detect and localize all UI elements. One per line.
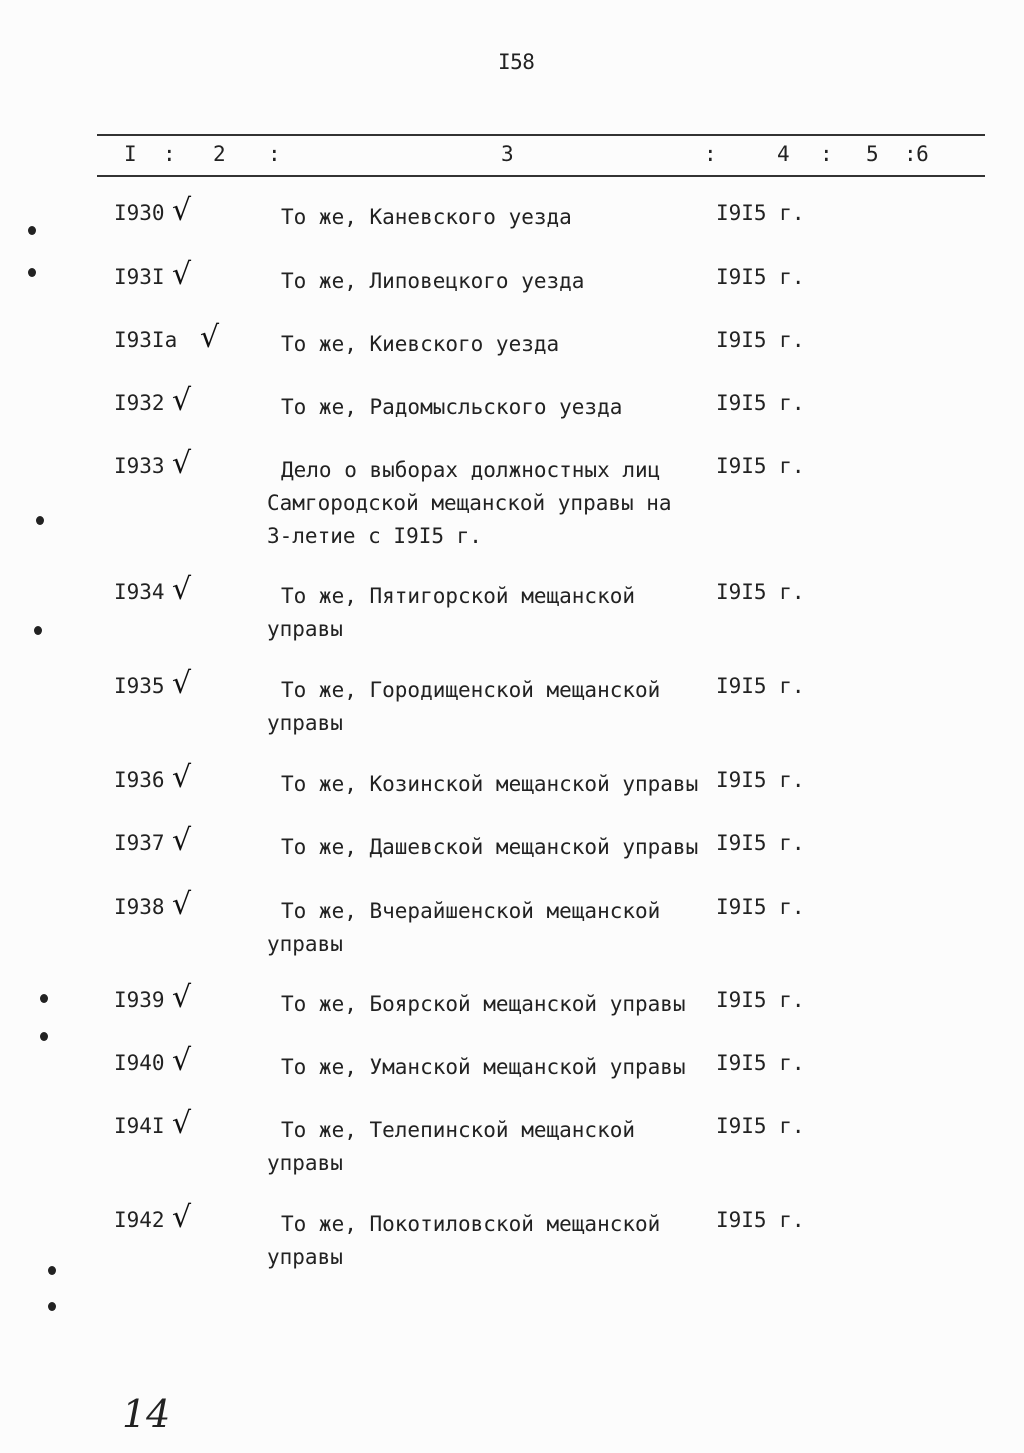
check-mark-icon: √	[172, 760, 192, 795]
item-year: I9I5 г.	[716, 1114, 805, 1138]
item-year: I9I5 г.	[716, 895, 805, 919]
item-year: I9I5 г.	[716, 201, 805, 225]
header-top-rule	[97, 134, 985, 136]
item-description: То же, Радомысльского уезда	[281, 395, 623, 419]
col-sep: :	[704, 142, 717, 166]
item-year: I9I5 г.	[716, 988, 805, 1012]
check-mark-icon: √	[172, 1106, 192, 1141]
item-description: То же, Пятигорской мещанской управы	[267, 584, 636, 641]
item-year: I9I5 г.	[716, 328, 805, 352]
item-year: I9I5 г.	[716, 831, 805, 855]
item-description: Дело о выборах должностных лиц Самгородской мещанской управы на 3-летие с I9I5 г.	[267, 458, 672, 548]
item-description: То же, Каневского уезда	[281, 205, 572, 229]
check-mark-icon: √	[172, 193, 192, 228]
check-mark-icon: √	[172, 823, 192, 858]
item-description: То же, Городищенской мещанской управы	[267, 678, 661, 735]
check-mark-icon: √	[172, 887, 192, 922]
item-number: I933	[114, 454, 165, 478]
item-number: I938	[114, 895, 165, 919]
col-5: 5	[866, 142, 879, 166]
item-description: То же, Липовецкого уезда	[281, 269, 585, 293]
item-number: I93I	[114, 265, 165, 289]
item-number: I942	[114, 1208, 165, 1232]
punch-hole-mark	[40, 994, 48, 1003]
item-number: I934	[114, 580, 165, 604]
item-number: I939	[114, 988, 165, 1012]
table-row	[0, 1200, 1024, 1328]
item-description: То же, Боярской мещанской управы	[281, 992, 686, 1016]
punch-hole-mark	[48, 1302, 56, 1311]
punch-hole-mark	[40, 1032, 48, 1041]
col-sep: :	[268, 142, 281, 166]
col-6: :6	[904, 142, 929, 166]
item-description: То же, Козинской мещанской управы	[281, 772, 699, 796]
item-number: I930	[114, 201, 165, 225]
check-mark-icon: √	[172, 446, 192, 481]
punch-hole-mark	[36, 516, 44, 525]
col-sep: :	[163, 142, 176, 166]
item-number: I940	[114, 1051, 165, 1075]
item-number: I93Iа	[114, 328, 178, 352]
check-mark-icon: √	[172, 980, 192, 1015]
punch-hole-mark	[48, 1266, 56, 1275]
punch-hole-mark	[28, 268, 36, 277]
item-number: I932	[114, 391, 165, 415]
check-mark-icon: √	[172, 257, 192, 292]
col-1: I	[124, 142, 137, 166]
col-sep: :	[820, 142, 833, 166]
page-number: I58	[498, 50, 535, 74]
check-mark-icon: √	[172, 1200, 192, 1235]
item-year: I9I5 г.	[716, 580, 805, 604]
col-3: 3	[501, 142, 514, 166]
item-description: То же, Киевского уезда	[281, 332, 560, 356]
item-year: I9I5 г.	[716, 1051, 805, 1075]
col-2: 2	[213, 142, 226, 166]
item-number: I936	[114, 768, 165, 792]
item-description: То же, Покотиловской мещанской управы	[267, 1212, 661, 1269]
check-mark-icon: √	[172, 1043, 192, 1078]
item-year: I9I5 г.	[716, 391, 805, 415]
header-bottom-rule	[97, 175, 985, 177]
item-description: То же, Уманской мещанской управы	[281, 1055, 686, 1079]
item-year: I9I5 г.	[716, 674, 805, 698]
handwritten-page-number: 14	[122, 1392, 171, 1436]
check-mark-icon: √	[172, 572, 192, 607]
check-mark-icon: √	[172, 383, 192, 418]
punch-hole-mark	[34, 626, 42, 635]
item-number: I937	[114, 831, 165, 855]
item-year: I9I5 г.	[716, 1208, 805, 1232]
item-number: I935	[114, 674, 165, 698]
item-description: То же, Телепинской мещанской управы	[267, 1118, 636, 1175]
item-year: I9I5 г.	[716, 454, 805, 478]
check-mark-icon: √	[200, 320, 220, 355]
punch-hole-mark	[28, 226, 36, 235]
item-year: I9I5 г.	[716, 768, 805, 792]
item-number: I94I	[114, 1114, 165, 1138]
check-mark-icon: √	[172, 666, 192, 701]
item-description: То же, Вчерайшенской мещанской управы	[267, 899, 661, 956]
col-4: 4	[777, 142, 790, 166]
table-row	[0, 446, 1024, 574]
item-year: I9I5 г.	[716, 265, 805, 289]
item-description: То же, Дашевской мещанской управы	[281, 835, 699, 859]
